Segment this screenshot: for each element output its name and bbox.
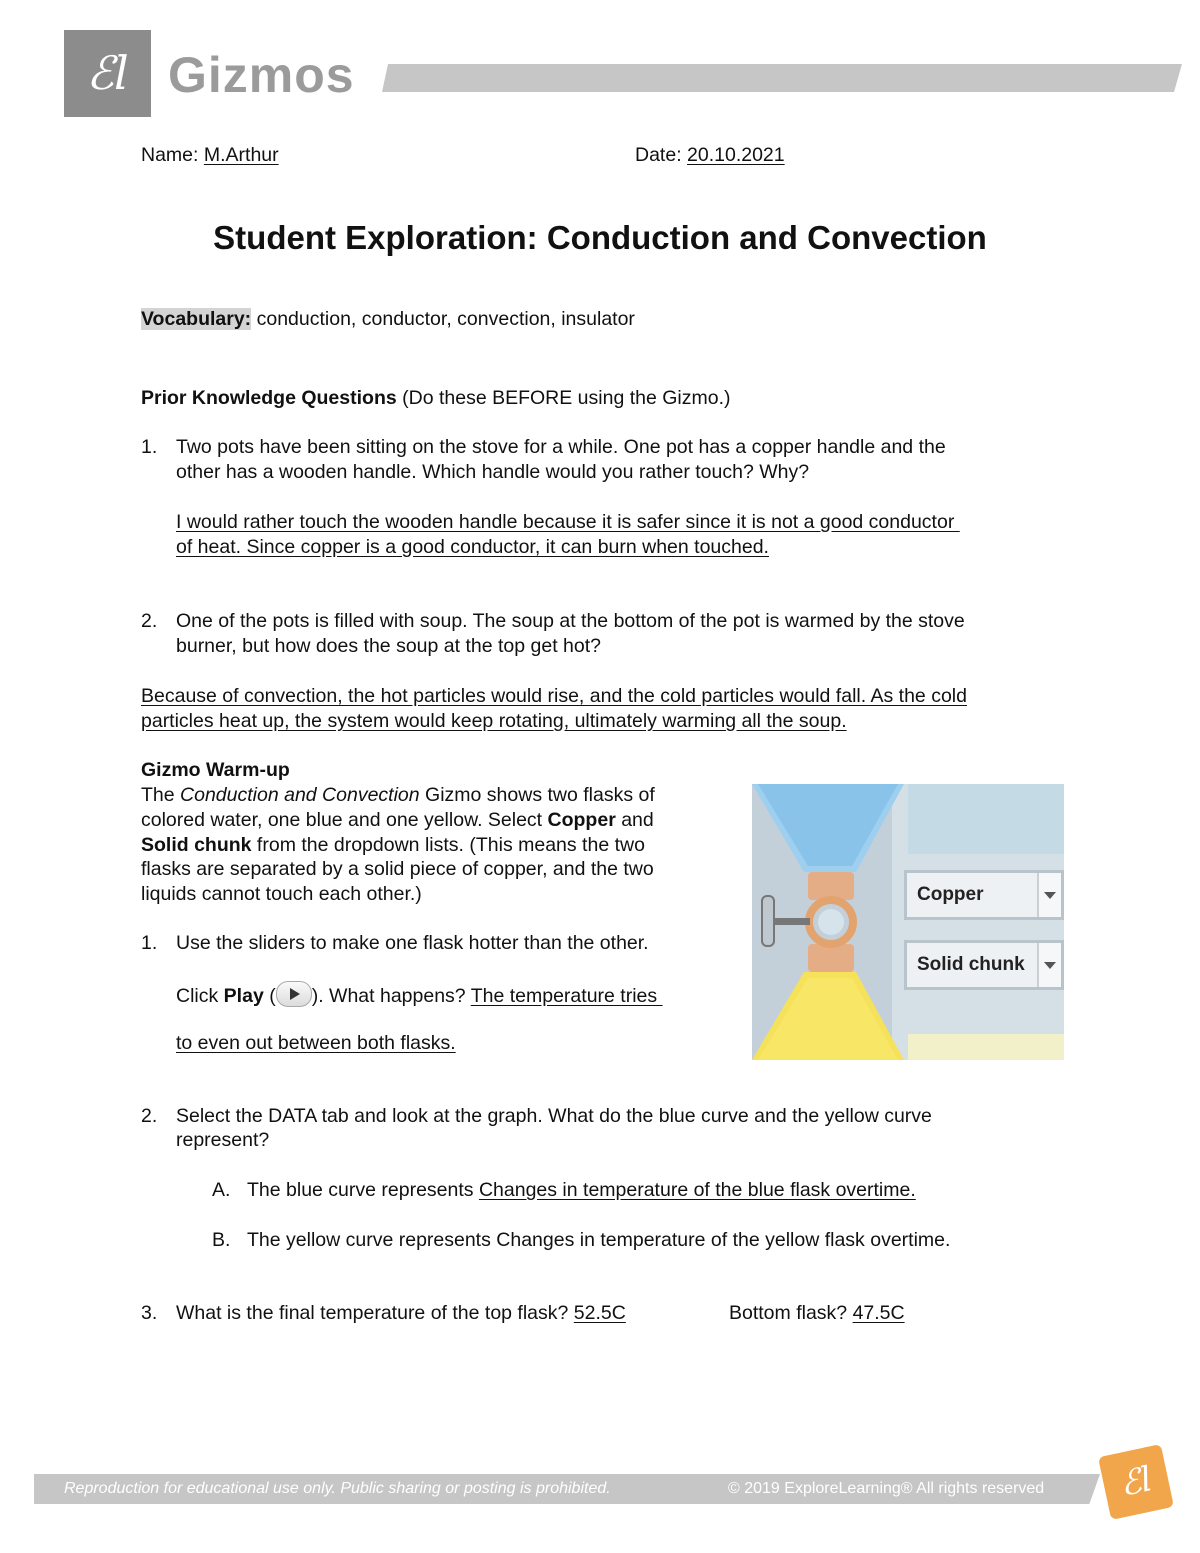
warmup-heading [141,758,290,782]
date-label: Date: [635,144,682,166]
q2-a-line [247,1178,916,1202]
gizmo-name-emphasis: Conduction and Convection [180,784,420,806]
footer-copyright: © 2019 ExploreLearning® All rights reserved [728,1480,1045,1497]
stopcock-stem [772,918,810,925]
q3-bottom-label: Bottom flask? [729,1302,853,1324]
warmup-paragraph-line1 [141,783,655,807]
text-run: Click [176,985,224,1007]
page-title: Student Exploration: Conduction and Convection [213,219,987,256]
q2-a-text: The blue curve represents [247,1179,479,1201]
chevron-down-icon [1037,873,1061,917]
warmup-paragraph-line3 [141,833,645,857]
q3-bottom-answer: 47.5C [852,1302,905,1324]
copper-top-block [808,872,854,900]
chevron-down-icon [1037,943,1061,987]
prior-heading-text: Prior Knowledge Questions [141,387,397,409]
date-field [635,143,785,167]
q3-top-answer: 52.5C [573,1302,626,1324]
prior-q2-number: 2. [141,610,158,632]
q2-line2: represent? [176,1129,270,1151]
shape-dropdown[interactable] [904,940,1064,990]
text-run: colored water, one blue and one yellow. Select [141,809,548,831]
q3-line [176,1301,626,1325]
material-selected: Copper [917,884,984,905]
name-label: Name: [141,144,199,166]
header-bar [382,64,1182,92]
warmup-paragraph-line5: liquids cannot touch each other.) [141,883,422,905]
q3-number: 3. [141,1302,158,1324]
warmup-q1-answer-line1: The temperature tries [470,985,663,1007]
prior-q1-answer-line1: I would rather touch the wooden handle because it is safer since it is not a good conductor [176,511,960,533]
q2-a-label: A. [212,1179,231,1201]
explorelearning-footer-logo-icon: ℰl [1098,1444,1174,1520]
prior-q2-answer-line1: Because of convection, the hot particles would rise, and the cold particles would fall. As the cold [141,685,967,707]
vocabulary-terms: conduction, conductor, convection, insulator [256,308,635,330]
warmup-q1-answer-line2: to even out between both flasks. [176,1032,456,1054]
name-value: M.Arthur [203,144,279,166]
warmup-paragraph-line2 [141,808,654,832]
prior-q1-number: 1. [141,436,158,458]
q3-text: What is the final temperature of the top flask? [176,1302,574,1324]
gizmo-screenshot [752,784,1064,1060]
q2-number: 2. [141,1105,158,1127]
warmup-paragraph-line4: flasks are separated by a solid piece of copper, and the two [141,858,654,880]
stopcock-handle-icon [762,896,774,946]
prior-note: (Do these BEFORE using the Gizmo.) [402,387,731,409]
play-icon [290,988,300,1000]
shape-selected: Solid chunk [917,954,1025,975]
prior-q1-line2: other has a wooden handle. Which handle would you rather touch? Why? [176,461,810,483]
prior-knowledge-heading [141,386,731,410]
q3-bottom [729,1301,905,1325]
text-run: The [141,784,181,806]
brand-name: Gizmos [168,47,355,103]
text-run: ( [263,985,276,1007]
footer-disclaimer: Reproduction for educational use only. Public sharing or posting is prohibited. [64,1480,611,1497]
text-run: Gizmo shows two flasks of [419,784,655,806]
solid-chunk-emphasis: Solid chunk [141,834,252,856]
prior-q1-line1: Two pots have been sitting on the stove for a while. One pot has a copper handle and the [176,436,946,458]
warmup-heading-text: Gizmo Warm-up [141,759,290,781]
prior-q2-line1: One of the pots is filled with soup. The soup at the bottom of the pot is warmed by the stove [176,610,965,632]
prior-q2-answer-line2: particles heat up, the system would keep rotating, ultimately warming all the soup. [141,710,847,732]
warmup-q1-click-line [176,981,663,1008]
flask-illustration [752,784,1064,1060]
play-button[interactable] [276,981,312,1007]
warmup-q1-text: Use the sliders to make one flask hotter than the other. [176,932,649,954]
explorelearning-logo-icon: ℰl [86,46,129,100]
prior-q1-answer-line2: of heat. Since copper is a good conductor, it can burn when touched. [176,536,769,558]
play-emphasis: Play [223,985,264,1007]
material-dropdown[interactable] [904,870,1064,920]
text-run: from the dropdown lists. (This means the two [251,834,645,856]
name-field [141,143,279,167]
date-value: 20.10.2021 [687,144,785,166]
vocabulary [141,307,635,331]
text-run: ). What happens? [311,985,471,1007]
text-run: and [615,809,654,831]
prior-q2-line2: burner, but how does the soup at the top get hot? [176,635,601,657]
warmup-q1-number: 1. [141,932,158,954]
vocabulary-label: Vocabulary: [141,308,252,330]
copper-bottom-block [808,944,854,972]
q2-b-label: B. [212,1229,231,1251]
q2-a-answer: Changes in temperature of the blue flask overtime. [478,1179,916,1201]
q2-b-text: The yellow curve represents Changes in temperature of the yellow flask overtime. [247,1229,951,1251]
q2-line1: Select the DATA tab and look at the graph. What do the blue curve and the yellow curve [176,1105,932,1127]
copper-emphasis: Copper [547,809,616,831]
